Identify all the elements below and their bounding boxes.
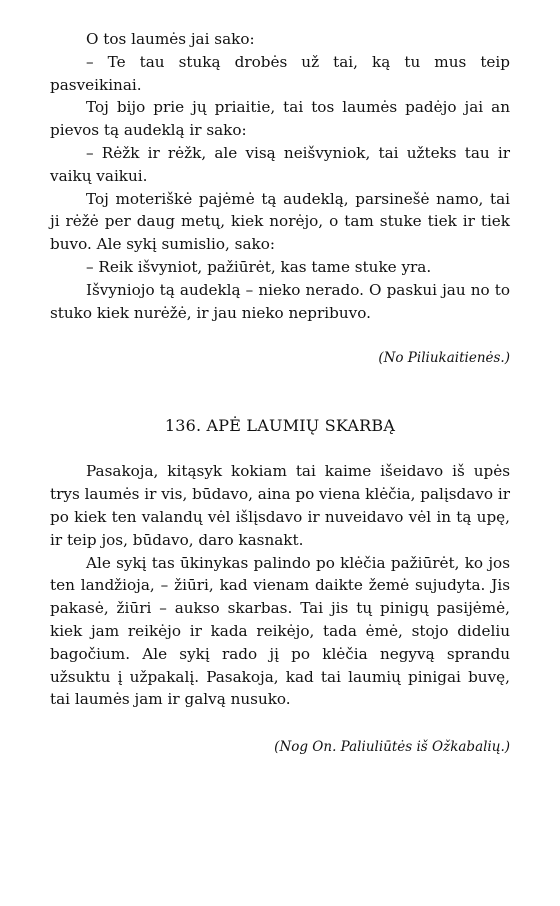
paragraph: Išvyniojo tą audeklą – nieko nerado. O paskui jau no to stuko kiek nurėžė, ir jau nieko nepribuvo. — [50, 280, 510, 322]
source-attribution: (No Piliukaitienės.) — [378, 350, 510, 367]
paragraph: Pasakoja, kitąsyk kokiam tai kaime išeidavo iš upės trys laumės ir vis, būdavo, aina po viena klėčia, palįsdavo ir po kiek ten valandų vėl išlįsdavo ir nuveidavo vėl in tą upę, ir teip jos, būdavo, daro kasnakt. — [50, 462, 510, 549]
paragraph: – Rėžk ir rėžk, ale visą neišvyniok, tai užteks tau ir vaikų vaikui. — [50, 143, 510, 185]
previous-story-text — [50, 28, 510, 324]
story-title: 136. APĖ LAUMIŲ SKARBĄ — [164, 416, 396, 436]
paragraph: – Reik išvyniot, pažiūrėt, kas tame stuke yra. — [86, 257, 432, 276]
paragraph: O tos laumės jai sako: — [86, 30, 255, 48]
story-text — [50, 460, 510, 711]
paragraph: – Te tau stuką drobės už tai, ką tu mus teip pasveikinai. — [50, 52, 510, 94]
paragraph: Toj bijo prie jų priaitie, tai tos laumės padėjo jai an pievos tą audeklą ir sako: — [50, 98, 510, 140]
book-page — [50, 28, 510, 757]
paragraph: Toj moteriškė pajėmė tą audeklą, parsinešė namo, tai ji rėžė per daug metų, kiek norėjo, o tam stuke tiek ir tiek buvo. Ale sykį sumislio, sako: — [50, 189, 510, 254]
paragraph: Ale sykį tas ūkinykas palindo po klėčia pažiūrėt, ko jos ten landžioja, – žiūri, kad vienam daikte žemė sujudyta. Jis pakasė, žiūri – aukso skarbas. Tai jis tų pinigų pasijėmė, kiek jam reikėjo ir kada reikėjo, tada ėmė, stojo dideliu bagočium. Ale sykį rado jį po klėčia negyvą sprandu užsuktu į užpakalį. Pasakoja, kad tai laumių pinigai buvę, tai laumės jam ir galvą nusuko. — [50, 553, 510, 709]
source-attribution: (Nog On. Paliuliūtės iš Ožkabalių.) — [274, 739, 510, 756]
